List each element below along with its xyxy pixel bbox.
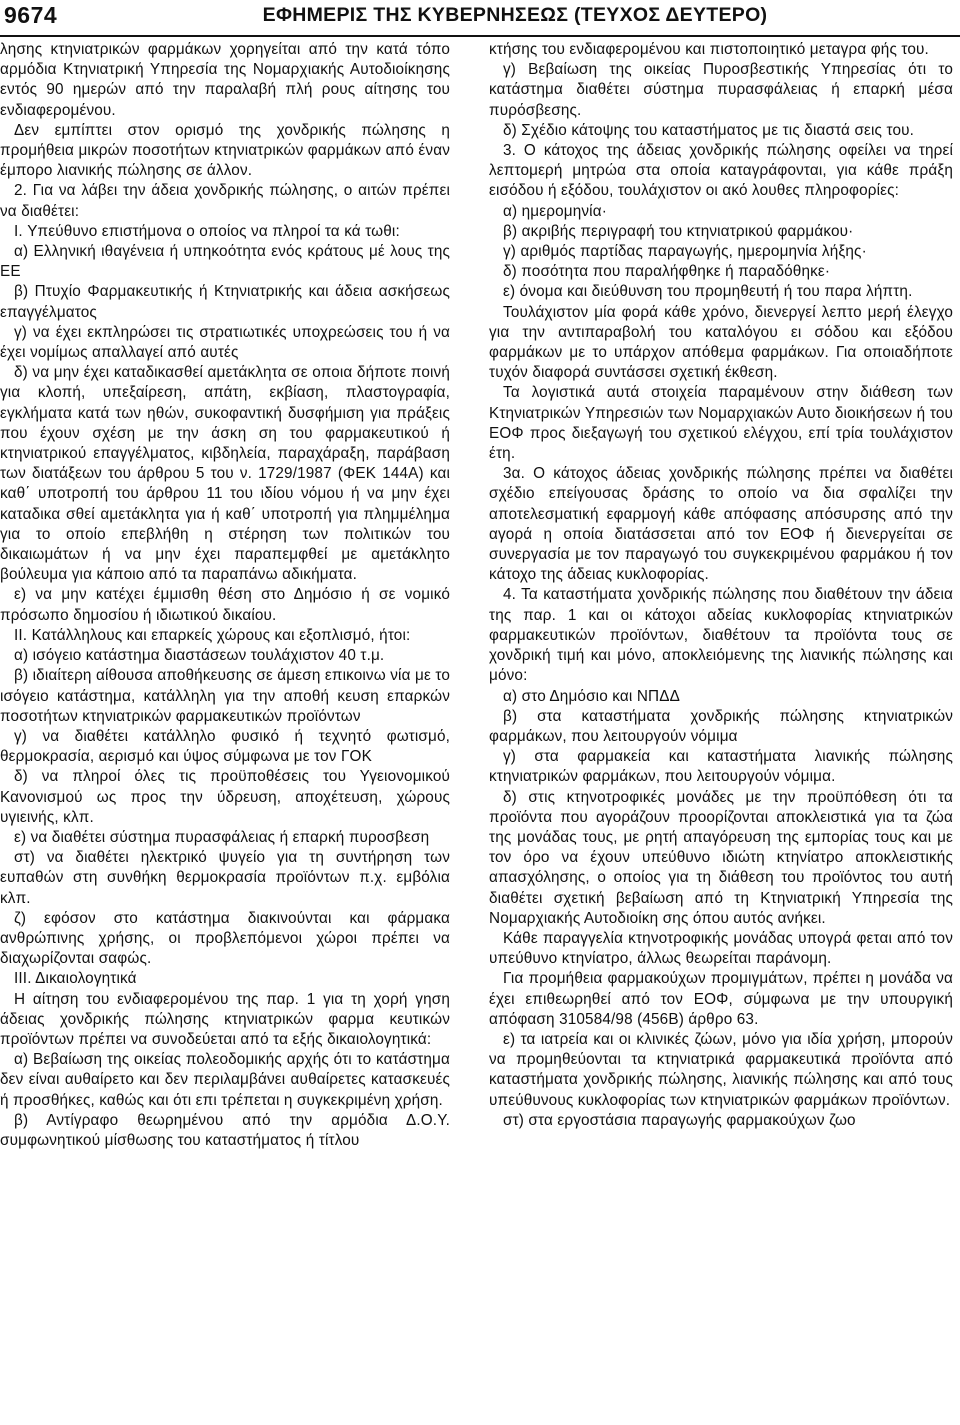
gazette-title: ΕΦΗΜΕΡΙΣ ΤΗΣ ΚΥΒΕΡΝΗΣΕΩΣ (ΤΕΥΧΟΣ ΔΕΥΤΕΡΟ) [262, 4, 768, 26]
paragraph: στ) να διαθέτει ηλεκτρικό ψυγείο για τη συντήρηση των ευπαθών στη συνθήκη θερμοκρασία προϊόντων π.χ. εμβόλια κλπ. [0, 849, 450, 907]
header-rule [0, 35, 960, 37]
page-number: 9674 [4, 2, 58, 28]
paragraph: α) στο Δημόσιο και ΝΠΔΔ [503, 687, 680, 705]
paragraph: γ) αριθμός παρτίδας παραγωγής, ημερομηνία λήξης· [503, 243, 867, 261]
paragraph: ζ) εφόσον στο κατάστημα διακινούνται και φάρμακα ανθρώπινης χρήσης, οι προβλεπόμενοι χώροι πρέπει να διαχωρίζονται σαφώς. [0, 909, 450, 968]
paragraph: 3α. Ο κάτοχος άδειας χονδρικής πώλησης πρέπει να διαθέτει σχέδιο επείγουσας δράσης το οποίο να δια σφαλίζει την αποτελεσματική εφαρμογή κάθε απόφασης απόσυρσης από την αγορά η οποία διατάσσεται από τον ΕΟΦ ή διενεργείται σε συνεργασία με τον παραγωγό του συγκεκριμένου φαρμάκου ή τον κάτοχο της άδειας κυκλοφορίας. [489, 465, 953, 584]
paragraph: ε) να μην κατέχει έμμισθη θέση στο Δημόσιο ή σε νομικό πρόσωπο δημοσίου ή ιδιωτικού δικαίου. [0, 586, 450, 624]
paragraph: 2. Για να λάβει την άδεια χονδρικής πώλησης, ο αιτών πρέπει να διαθέτει: [0, 182, 450, 220]
paragraph: α) Ελληνική ιθαγένεια ή υπηκοότητα ενός κράτους μέ λους της ΕΕ [0, 243, 450, 281]
paragraph: Κάθε παραγγελία κτηνοτροφικής μονάδας υπογρά φεται από τον υπεύθυνο κτηνίατρο, άλλως θεωρείται παράνομη. [489, 929, 953, 968]
paragraph: δ) να μην έχει καταδικασθεί αμετάκλητα σε οποια δήποτε ποινή για κλοπή, υπεξαίρεση, απάτη, εκβίαση, πλαστογραφία, εγκλήματα κατά των ηθών, συκοφαντική δυσφήμιση για πράξεις που έχουν σχέση με την άσκη ση του φαρμακευτικού ή κτηνιατρικού επαγγέλματος, κιβδηλεία, παραχάραξη, παράβαση των διατάξεων του άρθρου 5 του ν. 1729/1987 (ΦΕΚ 144Α) και καθ΄ υποτροπή του άρθρου 11 του ιδίου νόμου ή να μην έχει καταδικα σθεί αμετάκλητα για ή καθ΄ υποτροπή για πλημμέλημα για το οποίο επεβλήθη η στέρηση των πολιτικών του δικαιωμάτων ή να μην έχει παραπεμφθεί με αμετάκλητο βούλευμα για κάποιο από τα παραπάνω αδικήματα. [0, 364, 450, 584]
paragraph: δ) στις κτηνοτροφικές μονάδες με την προϋπόθεση ότι τα προϊόντα που αγοράζουν προορίζονται αποκλειστικά για τα ζώα της μονάδας τους, με ρητή απαγόρευση της εμπορίας τους και με τον όρο να έχουν υπεύθυνο ιδιώτη κτηνίατρο αποκλειστικής απασχόλησης, ο οποίος για τη διάθεση του προϊόντος του αυτή διαθέτει σχετική βεβαίωση από τη Κτηνιατρική Υπηρεσία της Νομαρχιακής Αυτοδιοίκη σης όπου αυτός ανήκει. [489, 788, 953, 927]
paragraph: β) Πτυχίο Φαρμακευτικής ή Κτηνιατρικής και άδεια ασκήσεως επαγγέλματος [0, 283, 450, 321]
paragraph: ΙΙΙ. Δικαιολογητικά [14, 970, 137, 988]
paragraph: Για προμήθεια φαρμακούχων προμιγμάτων, πρέπει η μονάδα να έχει επιθεωρηθεί από τον ΕΟΦ, σύμφωνα με την υπουργική απόφαση 310584/98 (456Β) άρθρο 63. [489, 970, 953, 1028]
right-column [489, 40, 953, 1131]
paragraph: λησης κτηνιατρικών φαρμάκων χορηγείται από την κατά τόπο αρμόδια Κτηνιατρική Υπηρεσία της Νομαρχιακής Αυτοδιοίκησης εντός 90 ημερών από την παραλαβή πλή ρους αίτησης του ενδιαφερομένου. [0, 41, 450, 119]
page-header [0, 0, 960, 32]
paragraph: γ) να διαθέτει κατάλληλο φυσικό ή τεχνητό φωτισμό, θερμοκρασία, αερισμό και ύψος σύμφωνα με τον ΓΟΚ [0, 727, 450, 766]
paragraph: δ) Σχέδιο κάτοψης του καταστήματος με τις διαστά σεις του. [503, 121, 915, 139]
paragraph: κτήσης του ενδιαφερομένου και πιστοποιητικό μεταγρα φής του. [489, 41, 929, 58]
paragraph: ε) να διαθέτει σύστημα πυρασφάλειας ή επαρκή πυροσβεση [14, 828, 430, 846]
paragraph: δ) ποσότητα που παραλήφθηκε ή παραδόθηκε· [503, 263, 831, 281]
paragraph: ε) τα ιατρεία και οι κλινικές ζώων, μόνο για ιδία χρήση, μπορούν να προμηθεύονται τα κτηνιατρικά φαρμακευτικά προϊόντα από καταστήματα χονδρικής πώλησης, λιανικής πώλησης και από τους υπεύθυνους κυκλοφορίας των κτηνιατρικών φαρμάκων προϊόντων. [489, 1030, 953, 1109]
paragraph: γ) Βεβαίωση της οικείας Πυροσβεστικής Υπηρεσίας ότι το κατάστημα διαθέτει σύστημα πυρασφάλειας ή επαρκή μέσα πυρόσβεσης. [489, 61, 953, 119]
paragraph: I. Υπεύθυνο επιστήμονα ο οποίος να πληροί τα κά τωθι: [14, 222, 400, 240]
left-column [0, 40, 450, 1151]
paragraph: β) ακριβής περιγραφή του κτηνιατρικού φαρμάκου· [503, 222, 854, 240]
paragraph: Τα λογιστικά αυτά στοιχεία παραμένουν στην διάθεση των Κτηνιατρικών Υπηρεσιών των Νομαρχιακών Αυτο διοικήσεων ή του ΕΟΦ προς διεξαγωγή του σχετικού ελέγχου, επί τρία τουλάχιστον έτη. [489, 384, 953, 463]
paragraph: α) ισόγειο κατάστημα διαστάσεων τουλάχιστον 40 τ.μ. [14, 647, 385, 665]
paragraph: β) Αντίγραφο θεωρημένου από την αρμόδια Δ.Ο.Υ. συμφωνητικού μίσθωσης του καταστήματος ή τίτλου [0, 1111, 450, 1149]
paragraph: β) ιδιαίτερη αίθουσα αποθήκευσης σε άμεση επικοινω νία με το ισόγειο κατάστημα, κατάλληλη για την αποθή κευση επαρκών ποσοτήτων κτηνιατρικών φαρμακευτικών προϊόντων [0, 667, 450, 725]
paragraph: ε) όνομα και διεύθυνση του προμηθευτή ή του παρα λήπτη. [503, 283, 913, 301]
paragraph: Η αίτηση του ενδιαφερομένου της παρ. 1 για τη χορή γηση άδειας χονδρικής πώλησης κτηνιατρικών φαρμα κευτικών προϊόντων πρέπει να συνοδεύεται από τα εξής δικαιολογητικά: [0, 990, 450, 1048]
paragraph: ΙΙ. Κατάλληλους και επαρκείς χώρους και εξοπλισμό, ήτοι: [14, 626, 411, 644]
paragraph: Δεν εμπίπτει στον ορισμό της χονδρικής πώλησης η προμήθεια μικρών ποσοτήτων κτηνιατρικών φαρμάκων από έναν έμπορο λιανικής πώλησης σε άλλον. [0, 121, 450, 180]
paragraph: δ) να πληροί όλες τις προϋποθέσεις του Υγειονομικού Κανονισμού ως προς την ύδρευση, αποχέτευση, χώρους υγιεινής, κλπ. [0, 768, 450, 826]
paragraph: στ) στα εργοστάσια παραγωγής φαρμακούχων ζωο [503, 1111, 856, 1129]
paragraph: β) στα καταστήματα χονδρικής πώλησης κτηνιατρικών φαρμάκων, που λειτουργούν νόμιμα [489, 707, 953, 745]
paragraph: 4. Τα καταστήματα χονδρικής πώλησης που διαθέτουν την άδεια της παρ. 1 και οι κάτοχοι αδείας κυκλοφορίας κτηνιατρικών φαρμακευτικών προϊόντων, διαθέτουν τα προϊόντα τους σε χονδρική τιμή και μόνο, αποκλειόμενης της λιανικής πώλησης και μόνο: [489, 586, 953, 685]
paragraph: 3. Ο κάτοχος της άδειας χονδρικής πώλησης οφείλει να τηρεί λεπτομερή μητρώα στα οποία καταγράφονται, για κάθε πράξη εισόδου ή εξόδου, τουλάχιστον οι ακό λουθες πληροφορίες: [489, 142, 953, 200]
paragraph: α) ημερομηνία· [503, 202, 607, 220]
paragraph: α) Βεβαίωση της οικείας πολεοδομικής αρχής ότι το κατάστημα δεν είναι αυθαίρετο και δεν περιλαμβάνει αυθαίρετες κατασκευές ή προσθήκες, καθώς και ότι επι τρέπεται η συγκεκριμένη χρήση. [0, 1051, 450, 1109]
paragraph: γ) να έχει εκπληρώσει τις στρατιωτικές υποχρεώσεις του ή να έχει νομίμως απαλλαγεί από αυτές [0, 323, 450, 362]
paragraph: γ) στα φαρμακεία και καταστήματα λιανικής πώλησης κτηνιατρικών φαρμάκων, που λειτουργούν νόμιμα. [489, 748, 953, 786]
paragraph: Τουλάχιστον μία φορά κάθε χρόνο, διενεργεί λεπτο μερή έλεγχο για την αντιπαραβολή του καταλόγου ει σόδου και εξόδου φαρμάκων με το υπάρχον απόθεμα φαρμάκων. Για οποιαδήποτε τυχόν διαφορά συντάσσει σχετική έκθεση. [489, 303, 953, 382]
